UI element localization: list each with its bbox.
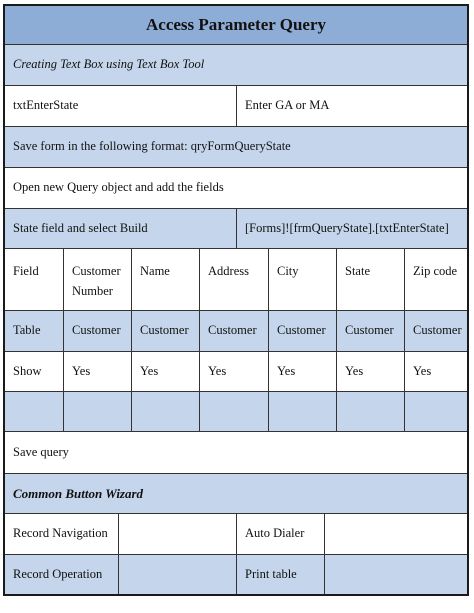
grid-show-value: Yes xyxy=(72,364,91,378)
subtitle-row xyxy=(5,45,467,86)
grid-header-cell xyxy=(405,249,467,310)
grid-cell xyxy=(269,311,337,351)
button-name-auto-dialer: Auto Dialer xyxy=(245,526,305,540)
textbox-value-cell xyxy=(237,86,467,126)
grid-table-value: Customer xyxy=(140,323,189,337)
grid-cell xyxy=(337,352,405,391)
grid-header-cell xyxy=(132,249,200,310)
grid-header-name: Name xyxy=(140,264,170,278)
grid-cell xyxy=(5,311,64,351)
grid-empty-cell xyxy=(405,392,467,431)
grid-table-label: Table xyxy=(13,323,41,337)
grid-empty-cell xyxy=(269,392,337,431)
button-blank-cell xyxy=(325,514,467,554)
grid-header-cell xyxy=(337,249,405,310)
button-blank-cell xyxy=(119,514,237,554)
grid-cell xyxy=(5,352,64,391)
button-name-cell xyxy=(237,555,325,594)
grid-show-value: Yes xyxy=(140,364,159,378)
grid-table-value: Customer xyxy=(208,323,257,337)
grid-empty-cell xyxy=(64,392,132,431)
grid-cell xyxy=(337,311,405,351)
button-row xyxy=(5,514,467,555)
state-field-row xyxy=(5,209,467,249)
grid-show-value: Yes xyxy=(413,364,432,378)
open-query-text: Open new Query object and add the fields xyxy=(13,180,224,194)
grid-header-customer-number: Customer Number xyxy=(72,264,121,298)
form-frame xyxy=(3,4,469,596)
grid-header-city: City xyxy=(277,264,299,278)
save-format-row xyxy=(5,127,467,168)
grid-cell xyxy=(269,352,337,391)
grid-cell xyxy=(64,352,132,391)
state-field-expression: [Forms]![frmQueryState].[txtEnterState] xyxy=(245,221,449,235)
grid-header-row xyxy=(5,249,467,311)
button-name-record-navigation: Record Navigation xyxy=(13,526,108,540)
grid-show-value: Yes xyxy=(208,364,227,378)
grid-empty-row xyxy=(5,392,467,432)
grid-header-address: Address xyxy=(208,264,249,278)
grid-cell xyxy=(405,352,467,391)
grid-header-field: Field xyxy=(13,264,39,278)
title-bar xyxy=(5,6,467,45)
textbox-value: Enter GA or MA xyxy=(245,98,330,112)
button-row xyxy=(5,555,467,594)
grid-header-zip-code: Zip code xyxy=(413,264,458,278)
state-field-expression-cell xyxy=(237,209,467,248)
grid-show-row xyxy=(5,352,467,392)
save-query-text: Save query xyxy=(13,445,69,459)
button-name-record-operation: Record Operation xyxy=(13,567,103,581)
grid-header-cell xyxy=(269,249,337,310)
grid-cell xyxy=(200,311,269,351)
grid-header-cell xyxy=(64,249,132,310)
grid-cell xyxy=(132,352,200,391)
button-wizard-row xyxy=(5,474,467,514)
button-wizard-heading: Common Button Wizard xyxy=(13,486,144,501)
grid-empty-cell xyxy=(337,392,405,431)
button-name-cell xyxy=(5,555,119,594)
textbox-row xyxy=(5,86,467,127)
grid-cell xyxy=(405,311,467,351)
state-field-label: State field and select Build xyxy=(13,221,148,235)
button-blank-cell xyxy=(325,555,467,594)
grid-cell xyxy=(200,352,269,391)
grid-table-value: Customer xyxy=(277,323,326,337)
grid-empty-cell xyxy=(200,392,269,431)
form-title: Access Parameter Query xyxy=(146,15,326,34)
grid-table-value: Customer xyxy=(72,323,121,337)
grid-header-cell xyxy=(5,249,64,310)
grid-cell xyxy=(64,311,132,351)
grid-cell xyxy=(132,311,200,351)
grid-header-state: State xyxy=(345,264,370,278)
grid-show-value: Yes xyxy=(277,364,296,378)
button-name-cell xyxy=(5,514,119,554)
grid-empty-cell xyxy=(132,392,200,431)
grid-header-cell xyxy=(200,249,269,310)
textbox-name-cell xyxy=(5,86,237,126)
open-query-row xyxy=(5,168,467,209)
subtitle-text: Creating Text Box using Text Box Tool xyxy=(13,57,205,71)
save-query-row xyxy=(5,432,467,474)
grid-show-value: Yes xyxy=(345,364,364,378)
grid-table-value: Customer xyxy=(413,323,462,337)
grid-table-value: Customer xyxy=(345,323,394,337)
grid-empty-cell xyxy=(5,392,64,431)
button-name-print-table: Print table xyxy=(245,567,297,581)
save-format-text: Save form in the following format: qryFormQueryState xyxy=(13,139,291,153)
textbox-name: txtEnterState xyxy=(13,98,79,112)
grid-table-row xyxy=(5,311,467,352)
grid-show-label: Show xyxy=(13,364,42,378)
state-field-label-cell xyxy=(5,209,237,248)
button-name-cell xyxy=(237,514,325,554)
button-blank-cell xyxy=(119,555,237,594)
